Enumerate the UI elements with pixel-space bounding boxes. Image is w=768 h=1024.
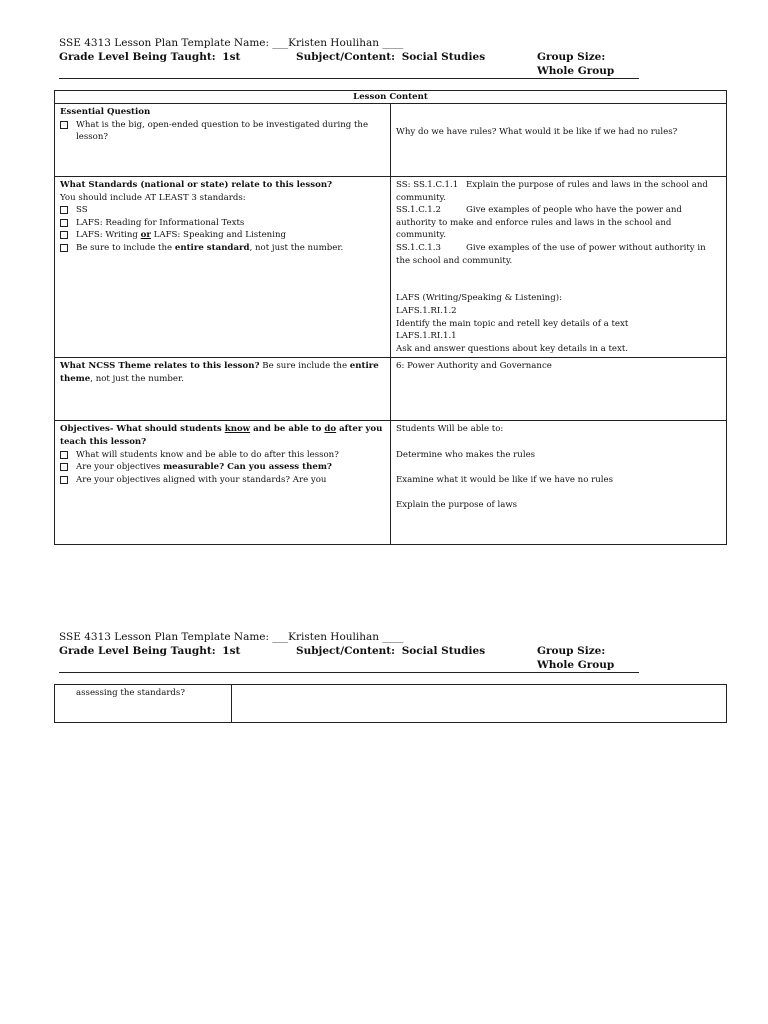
continuation-table	[54, 684, 727, 723]
objectives-bullet-3-text: Are your objectives aligned with your standards? Are you	[76, 474, 327, 485]
ncss-answer-text: 6: Power Authority and Governance	[396, 361, 552, 372]
standards-bullet-entire	[60, 242, 385, 255]
objectives-bullet-2-pre: Are your objectives	[76, 462, 164, 473]
checkbox-icon	[60, 231, 68, 239]
subject-block	[296, 50, 485, 64]
lafs-heading: LAFS (Writing/Speaking & Listening):	[396, 293, 562, 304]
group-size-label-2: Group Size:	[537, 645, 606, 657]
standard-text-3: Give examples of the use of power without authority in the school and community.	[396, 242, 706, 266]
objectives-answer	[391, 421, 727, 545]
writing-or: or	[140, 230, 151, 241]
group-size-line	[59, 64, 639, 78]
standards-row	[55, 177, 727, 358]
grade-value-2: 1st	[222, 645, 241, 657]
lafs-code-2: LAFS.1.RI.1.1	[396, 331, 457, 342]
ncss-mid: Be sure include the	[259, 361, 350, 372]
lafs-text-1: Identify the main topic and retell key details of a text	[396, 318, 629, 329]
subject-value: Social Studies	[401, 51, 486, 63]
standards-bullet-writing	[60, 229, 385, 242]
header-rule-2	[59, 672, 639, 673]
objectives-row	[55, 421, 727, 545]
ncss-heading: What NCSS Theme relates to this lesson?	[60, 361, 260, 372]
subject-label: Subject/Content:	[296, 51, 396, 63]
essential-answer-text: Why do we have rules? What would it be like if we had no rules?	[396, 127, 678, 137]
continuation-answer	[232, 685, 727, 723]
ncss-prompt	[55, 358, 391, 421]
standard-code-1: SS: SS.1.C.1.1	[396, 180, 459, 190]
writing-pre: LAFS: Writing	[76, 230, 141, 241]
page2-header	[59, 630, 639, 672]
standards-note: You should include AT LEAST 3 standards:	[60, 192, 246, 203]
ncss-bold2: entire theme	[60, 361, 379, 384]
continuation-text: assessing the standards?	[76, 688, 185, 698]
objective-answer-4: Explain the purpose of laws	[396, 499, 518, 510]
checkbox-icon	[60, 476, 68, 484]
template-name-line	[59, 36, 639, 50]
standards-heading: What Standards (national or state) relate to this lesson?	[60, 180, 333, 190]
standard-line-1	[396, 179, 721, 204]
ncss-theme-row	[55, 358, 727, 421]
ncss-answer	[391, 358, 727, 421]
checkbox-icon	[60, 244, 68, 252]
subject-block-2	[296, 644, 485, 658]
teacher-name: ___Kristen Houlihan ____	[272, 37, 404, 49]
objectives-bullet-3	[60, 474, 385, 487]
standards-bullet-reading-text: LAFS: Reading for Informational Texts	[76, 217, 245, 228]
objective-answer-1: Students Will be able to:	[396, 424, 504, 435]
subject-value-2: Social Studies	[401, 645, 486, 657]
standard-text-1: Explain the purpose of rules and laws in the school and community.	[396, 180, 708, 203]
ncss-end: , not just the number.	[90, 373, 184, 384]
group-size-line-2	[59, 658, 639, 672]
grade-value: 1st	[222, 51, 241, 63]
grade-label: Grade Level Being Taught:	[59, 51, 216, 63]
objective-answer-2: Determine who makes the rules	[396, 449, 536, 460]
objectives-prompt	[55, 421, 391, 545]
checkbox-icon	[60, 206, 68, 214]
group-size-label: Group Size:	[537, 51, 606, 63]
essential-question-answer	[391, 104, 727, 177]
standards-bullet-reading	[60, 217, 385, 230]
standards-answer	[391, 177, 727, 358]
continuation-row	[55, 685, 727, 723]
checkbox-icon	[60, 463, 68, 471]
subject-label-2: Subject/Content:	[296, 645, 396, 657]
standard-code-2: SS.1.C.1.2	[396, 205, 441, 216]
grade-subject-line	[59, 50, 639, 64]
lafs-code-1: LAFS.1.RI.1.2	[396, 305, 457, 316]
page1-header	[59, 36, 639, 78]
writing-post: LAFS: Speaking and Listening	[150, 230, 286, 241]
group-size-value: Whole Group	[537, 65, 615, 77]
template-label: SSE 4313 Lesson Plan Template Name:	[59, 37, 270, 49]
header-rule	[59, 78, 639, 79]
essential-question-heading: Essential Question	[60, 107, 151, 117]
objectives-heading: Objectives- What should students know and be able to do after you teach this lesson?	[60, 424, 383, 447]
essential-question-row	[55, 104, 727, 177]
objectives-bullet-2-bold: measurable? Can you assess them?	[163, 462, 332, 473]
essential-bullet	[60, 119, 385, 144]
objectives-bullet-2	[60, 461, 385, 474]
template-label-2: SSE 4313 Lesson Plan Template Name:	[59, 631, 270, 643]
table-title-row	[55, 91, 727, 104]
standard-code-3: SS.1.C.1.3	[396, 242, 441, 253]
lafs-text-2: Ask and answer questions about key details in a text.	[396, 343, 629, 354]
objectives-bullet-1	[60, 449, 385, 462]
standards-prompt	[55, 177, 391, 358]
include-bold: entire standard	[174, 242, 250, 253]
table-title: Lesson Content	[55, 91, 727, 104]
grade-label-2: Grade Level Being Taught:	[59, 645, 216, 657]
essential-bullet-text: What is the big, open-ended question to be investigated during the lesson?	[76, 119, 369, 143]
group-size-value-2: Whole Group	[537, 659, 615, 671]
include-post: , not just the number.	[249, 242, 344, 253]
template-name-line-2	[59, 630, 639, 644]
standard-line-2	[396, 204, 721, 242]
standard-line-3	[396, 242, 721, 267]
essential-question-prompt	[55, 104, 391, 177]
checkbox-icon	[60, 451, 68, 459]
objective-answer-3: Examine what it would be like if we have no rules	[396, 474, 614, 485]
include-pre: Be sure to include the	[76, 242, 175, 253]
checkbox-icon	[60, 121, 68, 129]
grade-subject-line-2	[59, 644, 639, 658]
standards-bullet-ss	[60, 204, 385, 217]
standards-bullet-ss-text: SS	[76, 205, 88, 216]
lesson-content-table	[54, 90, 727, 545]
continuation-prompt	[55, 685, 232, 723]
objectives-bullet-1-text: What will students know and be able to do after this lesson?	[76, 449, 339, 460]
teacher-name-2: ___Kristen Houlihan ____	[272, 631, 404, 643]
checkbox-icon	[60, 219, 68, 227]
standard-text-2: Give examples of people who have the power and authority to make and enforce rules and laws in the school and community.	[396, 205, 682, 241]
